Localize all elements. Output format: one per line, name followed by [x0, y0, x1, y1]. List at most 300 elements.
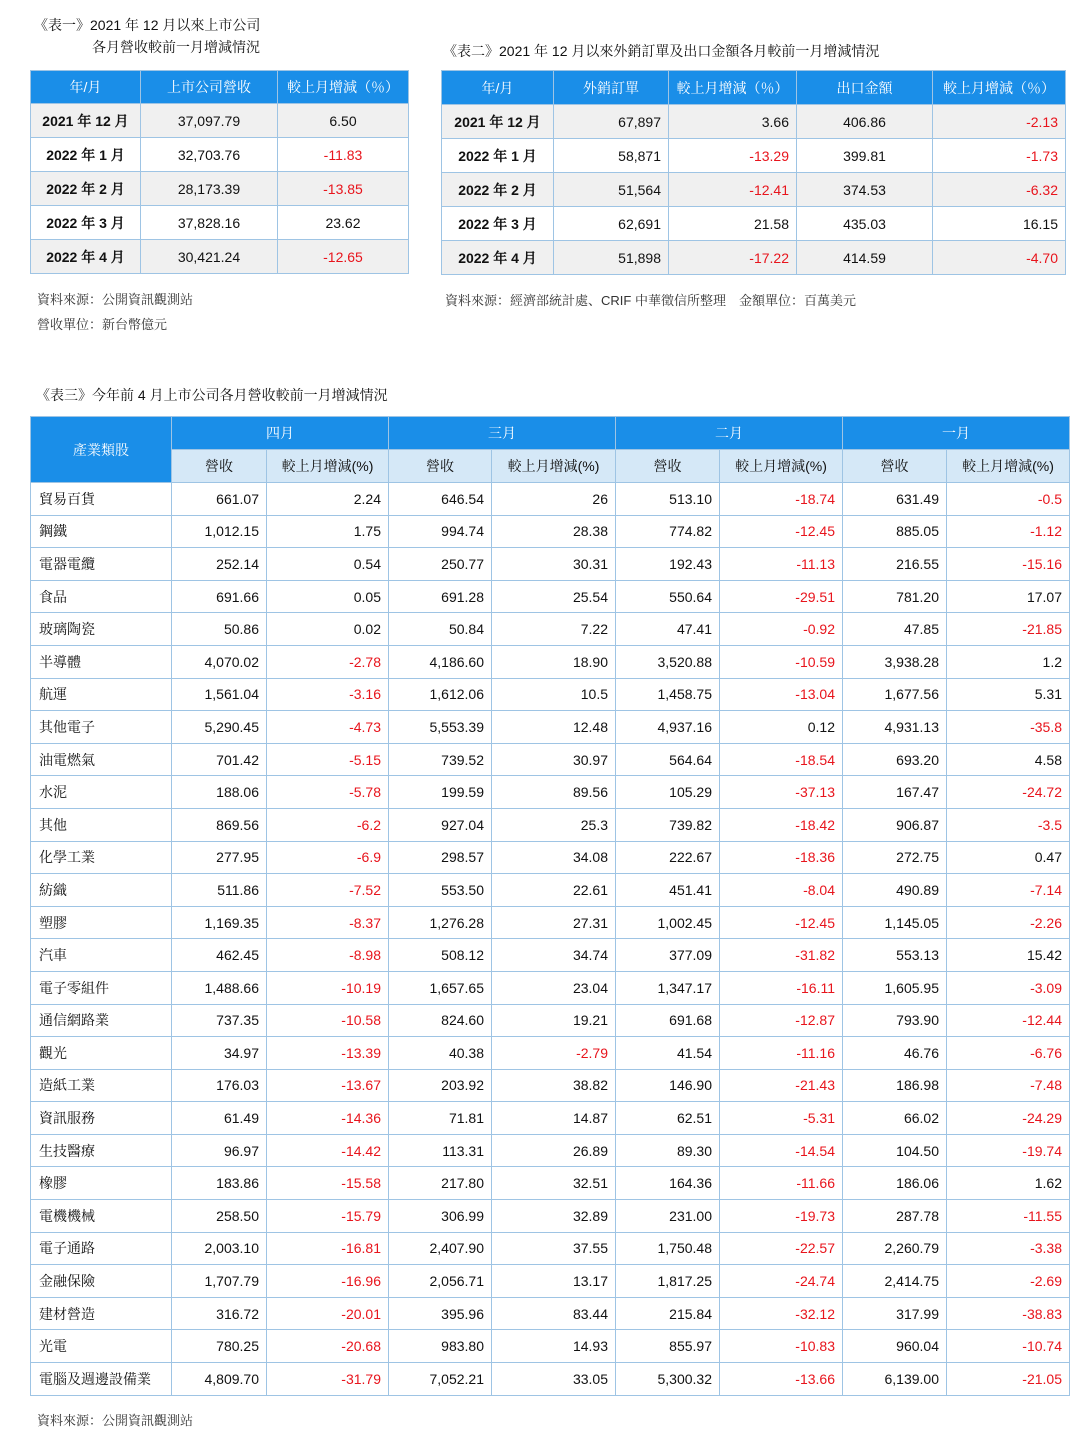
- table-cell: 4,937.16: [616, 711, 720, 744]
- table-cell: 37,828.16: [141, 206, 278, 240]
- table-cell: 0.47: [947, 841, 1070, 874]
- table-cell: -38.83: [947, 1297, 1070, 1330]
- table-cell: 1,169.35: [172, 906, 267, 939]
- table-cell: -4.73: [267, 711, 389, 744]
- table-cell: 1,605.95: [843, 971, 947, 1004]
- table-cell: 4.58: [947, 743, 1070, 776]
- table-cell: -12.87: [720, 1004, 843, 1037]
- table-cell: -10.19: [267, 971, 389, 1004]
- table-cell: 216.55: [843, 548, 947, 581]
- table-cell: 28,173.39: [141, 172, 278, 206]
- table-row: [31, 580, 1070, 613]
- table-cell: -7.48: [947, 1069, 1070, 1102]
- table-row: [31, 906, 1070, 939]
- table-cell: -19.74: [947, 1134, 1070, 1167]
- table3-header-march: 三月: [389, 417, 616, 450]
- table-cell: 2,003.10: [172, 1232, 267, 1265]
- table-cell: 553.13: [843, 939, 947, 972]
- table3-title: 《表三》今年前 4 月上市公司各月營收較前一月增減情況: [36, 387, 388, 403]
- row-label: 電器電纜: [31, 548, 172, 581]
- table1-header-revenue: 上市公司營收: [141, 71, 278, 104]
- table-row: [31, 1297, 1070, 1330]
- table-cell: 550.64: [616, 580, 720, 613]
- table-cell: 983.80: [389, 1330, 492, 1363]
- table-cell: 15.42: [947, 939, 1070, 972]
- table-cell: -24.29: [947, 1102, 1070, 1135]
- row-label: 資訊服務: [31, 1102, 172, 1135]
- table-cell: 105.29: [616, 776, 720, 809]
- table-cell: 395.96: [389, 1297, 492, 1330]
- table-cell: 12.48: [492, 711, 616, 744]
- table-cell: -6.9: [267, 841, 389, 874]
- table-row: [31, 613, 1070, 646]
- table-cell: -7.14: [947, 874, 1070, 907]
- table3-subheader-revenue: 營收: [172, 450, 267, 483]
- table-cell: 451.41: [616, 874, 720, 907]
- table-cell: 414.59: [797, 241, 933, 275]
- table-cell: -20.01: [267, 1297, 389, 1330]
- table-cell: 1,145.05: [843, 906, 947, 939]
- row-label: 鋼鐵: [31, 515, 172, 548]
- row-label: 2021 年 12 月: [31, 104, 141, 138]
- table-cell: 906.87: [843, 808, 947, 841]
- table-cell: 46.76: [843, 1037, 947, 1070]
- table1-title-line1: 《表一》2021 年 12 月以來上市公司: [34, 17, 261, 33]
- table-cell: -18.42: [720, 808, 843, 841]
- table-row: [31, 104, 409, 138]
- table-row: [31, 1167, 1070, 1200]
- table-cell: 34.08: [492, 841, 616, 874]
- table-cell: 215.84: [616, 1297, 720, 1330]
- table-cell: -20.68: [267, 1330, 389, 1363]
- table-cell: 38.82: [492, 1069, 616, 1102]
- table1-title-line2: 各月營收較前一月增減情況: [92, 39, 260, 55]
- row-label: 食品: [31, 580, 172, 613]
- table-cell: 19.21: [492, 1004, 616, 1037]
- table-cell: 4,931.13: [843, 711, 947, 744]
- table-cell: 406.86: [797, 105, 933, 139]
- row-label: 2022 年 3 月: [31, 206, 141, 240]
- table-row: [442, 139, 1066, 173]
- table-cell: 83.44: [492, 1297, 616, 1330]
- table-cell: 33.05: [492, 1363, 616, 1396]
- table-cell: 490.89: [843, 874, 947, 907]
- table-cell: 252.14: [172, 548, 267, 581]
- table-cell: 511.86: [172, 874, 267, 907]
- table-row: [31, 1200, 1070, 1233]
- row-label: 電機機械: [31, 1200, 172, 1233]
- table-cell: 89.56: [492, 776, 616, 809]
- table-cell: -13.66: [720, 1363, 843, 1396]
- table-cell: -2.79: [492, 1037, 616, 1070]
- table-cell: 203.92: [389, 1069, 492, 1102]
- table-cell: 1,561.04: [172, 678, 267, 711]
- table-cell: -14.42: [267, 1134, 389, 1167]
- table-row: [31, 240, 409, 274]
- table-cell: 164.36: [616, 1167, 720, 1200]
- table-row: [31, 743, 1070, 776]
- table-cell: 994.74: [389, 515, 492, 548]
- table-cell: 399.81: [797, 139, 933, 173]
- table-cell: -18.74: [720, 483, 843, 516]
- table-cell: -3.38: [947, 1232, 1070, 1265]
- table-row: [31, 874, 1070, 907]
- table-cell: 50.84: [389, 613, 492, 646]
- table-cell: -21.85: [947, 613, 1070, 646]
- row-label: 其他電子: [31, 711, 172, 744]
- table-cell: 51,898: [554, 241, 669, 275]
- table-cell: 1,750.48: [616, 1232, 720, 1265]
- table-cell: 691.68: [616, 1004, 720, 1037]
- table-cell: 167.47: [843, 776, 947, 809]
- table-row: [31, 939, 1070, 972]
- table2-header-exports-change: 較上月增減（％）: [933, 71, 1066, 105]
- table-row: [31, 711, 1070, 744]
- table-cell: 272.75: [843, 841, 947, 874]
- row-label: 汽車: [31, 939, 172, 972]
- table-cell: -12.44: [947, 1004, 1070, 1037]
- table-cell: -24.72: [947, 776, 1070, 809]
- table-cell: 3,938.28: [843, 645, 947, 678]
- table-cell: -3.16: [267, 678, 389, 711]
- table-cell: 58,871: [554, 139, 669, 173]
- row-label: 觀光: [31, 1037, 172, 1070]
- table-cell: 1,657.65: [389, 971, 492, 1004]
- row-label: 塑膠: [31, 906, 172, 939]
- table-cell: 50.86: [172, 613, 267, 646]
- table-cell: 513.10: [616, 483, 720, 516]
- table-cell: 631.49: [843, 483, 947, 516]
- table-cell: 774.82: [616, 515, 720, 548]
- table-cell: -18.54: [720, 743, 843, 776]
- table-cell: 3,520.88: [616, 645, 720, 678]
- table-cell: -24.74: [720, 1265, 843, 1298]
- table-cell: 1,002.45: [616, 906, 720, 939]
- table-cell: 37,097.79: [141, 104, 278, 138]
- table-cell: 374.53: [797, 173, 933, 207]
- table-cell: -2.13: [933, 105, 1066, 139]
- table-row: [31, 1330, 1070, 1363]
- row-label: 水泥: [31, 776, 172, 809]
- table-cell: 781.20: [843, 580, 947, 613]
- row-label: 紡織: [31, 874, 172, 907]
- table1-header-month: 年/月: [31, 71, 141, 104]
- table2-source: 資料來源：經濟部統計處、CRIF 中華徵信所整理 金額單位：百萬美元: [445, 293, 856, 308]
- table-cell: 0.54: [267, 548, 389, 581]
- row-label: 化學工業: [31, 841, 172, 874]
- table-cell: 231.00: [616, 1200, 720, 1233]
- table1-unit: 營收單位：新台幣億元: [37, 317, 168, 332]
- table-cell: 188.06: [172, 776, 267, 809]
- table-cell: -12.41: [669, 173, 797, 207]
- table-cell: -3.09: [947, 971, 1070, 1004]
- table-cell: -2.69: [947, 1265, 1070, 1298]
- table-cell: -7.52: [267, 874, 389, 907]
- table-cell: 885.05: [843, 515, 947, 548]
- table2: [441, 70, 1066, 275]
- row-label: 光電: [31, 1330, 172, 1363]
- table-cell: -10.58: [267, 1004, 389, 1037]
- table-row: [31, 1134, 1070, 1167]
- table-row: [31, 1265, 1070, 1298]
- table-cell: -19.73: [720, 1200, 843, 1233]
- table2-header-orders: 外銷訂單: [554, 71, 669, 105]
- table-cell: 26.89: [492, 1134, 616, 1167]
- table-cell: -14.36: [267, 1102, 389, 1135]
- table-cell: 5,290.45: [172, 711, 267, 744]
- table-cell: 462.45: [172, 939, 267, 972]
- table-row: [442, 173, 1066, 207]
- table-cell: 824.60: [389, 1004, 492, 1037]
- table3-subheader-revenue: 營收: [389, 450, 492, 483]
- row-label: 2022 年 4 月: [31, 240, 141, 274]
- table-cell: -1.73: [933, 139, 1066, 173]
- table-cell: 7,052.21: [389, 1363, 492, 1396]
- table-cell: -31.79: [267, 1363, 389, 1396]
- table-cell: 553.50: [389, 874, 492, 907]
- table-cell: 71.81: [389, 1102, 492, 1135]
- table-cell: 47.85: [843, 613, 947, 646]
- table-cell: 14.93: [492, 1330, 616, 1363]
- table-cell: -15.79: [267, 1200, 389, 1233]
- row-label: 玻璃陶瓷: [31, 613, 172, 646]
- table-cell: 4,809.70: [172, 1363, 267, 1396]
- table-cell: 51,564: [554, 173, 669, 207]
- table-cell: -10.74: [947, 1330, 1070, 1363]
- table-row: [31, 515, 1070, 548]
- table-cell: -6.2: [267, 808, 389, 841]
- table-row: [31, 1363, 1070, 1396]
- table-cell: 5,553.39: [389, 711, 492, 744]
- table-cell: -0.5: [947, 483, 1070, 516]
- table2-title: 《表二》2021 年 12 月以來外銷訂單及出口金額各月較前一月增減情況: [443, 43, 880, 59]
- table-cell: 737.35: [172, 1004, 267, 1037]
- row-label: 其他: [31, 808, 172, 841]
- table-cell: -13.29: [669, 139, 797, 173]
- table-row: [31, 1232, 1070, 1265]
- table-cell: -1.12: [947, 515, 1070, 548]
- table-cell: 1,458.75: [616, 678, 720, 711]
- row-label: 2021 年 12 月: [442, 105, 554, 139]
- table-cell: 62,691: [554, 207, 669, 241]
- table-cell: 34.97: [172, 1037, 267, 1070]
- table-row: [31, 1102, 1070, 1135]
- table1-body: [31, 104, 409, 274]
- row-label: 電子通路: [31, 1232, 172, 1265]
- row-label: 電子零組件: [31, 971, 172, 1004]
- table2-header-orders-change: 較上月增減（％）: [669, 71, 797, 105]
- table-cell: -2.78: [267, 645, 389, 678]
- table-row: [31, 645, 1070, 678]
- table-row: [442, 207, 1066, 241]
- table-cell: 1.62: [947, 1167, 1070, 1200]
- table-cell: 4,070.02: [172, 645, 267, 678]
- table-cell: 793.90: [843, 1004, 947, 1037]
- table-cell: 146.90: [616, 1069, 720, 1102]
- table-cell: 89.30: [616, 1134, 720, 1167]
- table-cell: 3.66: [669, 105, 797, 139]
- table-cell: 186.98: [843, 1069, 947, 1102]
- table-cell: 780.25: [172, 1330, 267, 1363]
- table-cell: -12.45: [720, 515, 843, 548]
- table-cell: 32.89: [492, 1200, 616, 1233]
- table-cell: 27.31: [492, 906, 616, 939]
- table-cell: 1,276.28: [389, 906, 492, 939]
- table-row: [31, 206, 409, 240]
- table-cell: 317.99: [843, 1297, 947, 1330]
- table-cell: 739.82: [616, 808, 720, 841]
- table-row: [31, 1004, 1070, 1037]
- row-label: 造紙工業: [31, 1069, 172, 1102]
- table-cell: 40.38: [389, 1037, 492, 1070]
- table-cell: 701.42: [172, 743, 267, 776]
- table-cell: 32,703.76: [141, 138, 278, 172]
- table-cell: -11.66: [720, 1167, 843, 1200]
- table-cell: -37.13: [720, 776, 843, 809]
- table3-header-february: 二月: [616, 417, 843, 450]
- table-cell: -0.92: [720, 613, 843, 646]
- table-cell: 1,488.66: [172, 971, 267, 1004]
- row-label: 2022 年 3 月: [442, 207, 554, 241]
- table-cell: -16.96: [267, 1265, 389, 1298]
- table2-body: [442, 105, 1066, 275]
- table-cell: -16.81: [267, 1232, 389, 1265]
- table-cell: 316.72: [172, 1297, 267, 1330]
- table-cell: 6.50: [278, 104, 409, 138]
- table-cell: 2,056.71: [389, 1265, 492, 1298]
- table-cell: 28.38: [492, 515, 616, 548]
- table-cell: -21.43: [720, 1069, 843, 1102]
- table3-header-category: 產業類股: [31, 417, 172, 483]
- table-row: [31, 841, 1070, 874]
- table-cell: 104.50: [843, 1134, 947, 1167]
- table3-subheader-change: 較上月增減(%): [947, 450, 1070, 483]
- table-cell: -17.22: [669, 241, 797, 275]
- table-cell: 287.78: [843, 1200, 947, 1233]
- table1: [30, 70, 409, 274]
- table-cell: -5.31: [720, 1102, 843, 1135]
- table-cell: -6.32: [933, 173, 1066, 207]
- row-label: 電腦及週邊設備業: [31, 1363, 172, 1396]
- table-row: [31, 776, 1070, 809]
- table-row: [31, 678, 1070, 711]
- table-cell: 25.54: [492, 580, 616, 613]
- table-cell: 67,897: [554, 105, 669, 139]
- table-row: [31, 971, 1070, 1004]
- table-cell: -11.13: [720, 548, 843, 581]
- row-label: 2022 年 1 月: [31, 138, 141, 172]
- table-cell: 5,300.32: [616, 1363, 720, 1396]
- row-label: 橡膠: [31, 1167, 172, 1200]
- table-cell: 25.3: [492, 808, 616, 841]
- table-cell: 508.12: [389, 939, 492, 972]
- row-label: 航運: [31, 678, 172, 711]
- table-cell: -22.57: [720, 1232, 843, 1265]
- table-cell: 18.90: [492, 645, 616, 678]
- row-label: 油電燃氣: [31, 743, 172, 776]
- table-cell: -2.26: [947, 906, 1070, 939]
- table-cell: 1,012.15: [172, 515, 267, 548]
- table-cell: 927.04: [389, 808, 492, 841]
- table-cell: 183.86: [172, 1167, 267, 1200]
- table-row: [31, 138, 409, 172]
- table3-subheader-change: 較上月增減(%): [267, 450, 389, 483]
- table-cell: 646.54: [389, 483, 492, 516]
- table-cell: -12.65: [278, 240, 409, 274]
- row-label: 建材營造: [31, 1297, 172, 1330]
- table-cell: -14.54: [720, 1134, 843, 1167]
- row-label: 貿易百貨: [31, 483, 172, 516]
- table-cell: 1,612.06: [389, 678, 492, 711]
- table-cell: 66.02: [843, 1102, 947, 1135]
- table3-body: [31, 483, 1070, 1396]
- table3-subheader-revenue: 營收: [616, 450, 720, 483]
- table-cell: 222.67: [616, 841, 720, 874]
- table-cell: 0.05: [267, 580, 389, 613]
- row-label: 通信網路業: [31, 1004, 172, 1037]
- table-cell: -13.85: [278, 172, 409, 206]
- table-cell: -21.05: [947, 1363, 1070, 1396]
- table-cell: -5.78: [267, 776, 389, 809]
- table-cell: 199.59: [389, 776, 492, 809]
- table-cell: 2.24: [267, 483, 389, 516]
- table-cell: 192.43: [616, 548, 720, 581]
- table-cell: 22.61: [492, 874, 616, 907]
- table-cell: -35.8: [947, 711, 1070, 744]
- table-cell: 5.31: [947, 678, 1070, 711]
- table-cell: 1,677.56: [843, 678, 947, 711]
- table-cell: 0.02: [267, 613, 389, 646]
- table2-header-exports: 出口金額: [797, 71, 933, 105]
- table-cell: 17.07: [947, 580, 1070, 613]
- table-cell: 960.04: [843, 1330, 947, 1363]
- table-cell: 34.74: [492, 939, 616, 972]
- row-label: 2022 年 4 月: [442, 241, 554, 275]
- table-cell: 693.20: [843, 743, 947, 776]
- table-cell: 62.51: [616, 1102, 720, 1135]
- table-cell: 258.50: [172, 1200, 267, 1233]
- table3: [30, 416, 1070, 1396]
- table-cell: -32.12: [720, 1297, 843, 1330]
- table-cell: 41.54: [616, 1037, 720, 1070]
- table-cell: -13.39: [267, 1037, 389, 1070]
- table3-subheader-revenue: 營收: [843, 450, 947, 483]
- table-cell: 739.52: [389, 743, 492, 776]
- table-cell: 564.64: [616, 743, 720, 776]
- table-cell: 435.03: [797, 207, 933, 241]
- table-cell: 13.17: [492, 1265, 616, 1298]
- table1-source: 資料來源：公開資訊觀測站: [37, 292, 194, 307]
- table-cell: -18.36: [720, 841, 843, 874]
- table-cell: -5.15: [267, 743, 389, 776]
- table-cell: -31.82: [720, 939, 843, 972]
- table-cell: 96.97: [172, 1134, 267, 1167]
- table-cell: -16.11: [720, 971, 843, 1004]
- table-cell: -15.16: [947, 548, 1070, 581]
- table-cell: 14.87: [492, 1102, 616, 1135]
- table-cell: 2,260.79: [843, 1232, 947, 1265]
- table-cell: 113.31: [389, 1134, 492, 1167]
- table3-source: 資料來源：公開資訊觀測站: [37, 1413, 194, 1428]
- table-cell: -13.04: [720, 678, 843, 711]
- table-cell: 1.75: [267, 515, 389, 548]
- table-cell: 23.62: [278, 206, 409, 240]
- table-cell: -15.58: [267, 1167, 389, 1200]
- table-cell: 186.06: [843, 1167, 947, 1200]
- row-label: 2022 年 1 月: [442, 139, 554, 173]
- table-cell: 30.31: [492, 548, 616, 581]
- table-cell: -10.83: [720, 1330, 843, 1363]
